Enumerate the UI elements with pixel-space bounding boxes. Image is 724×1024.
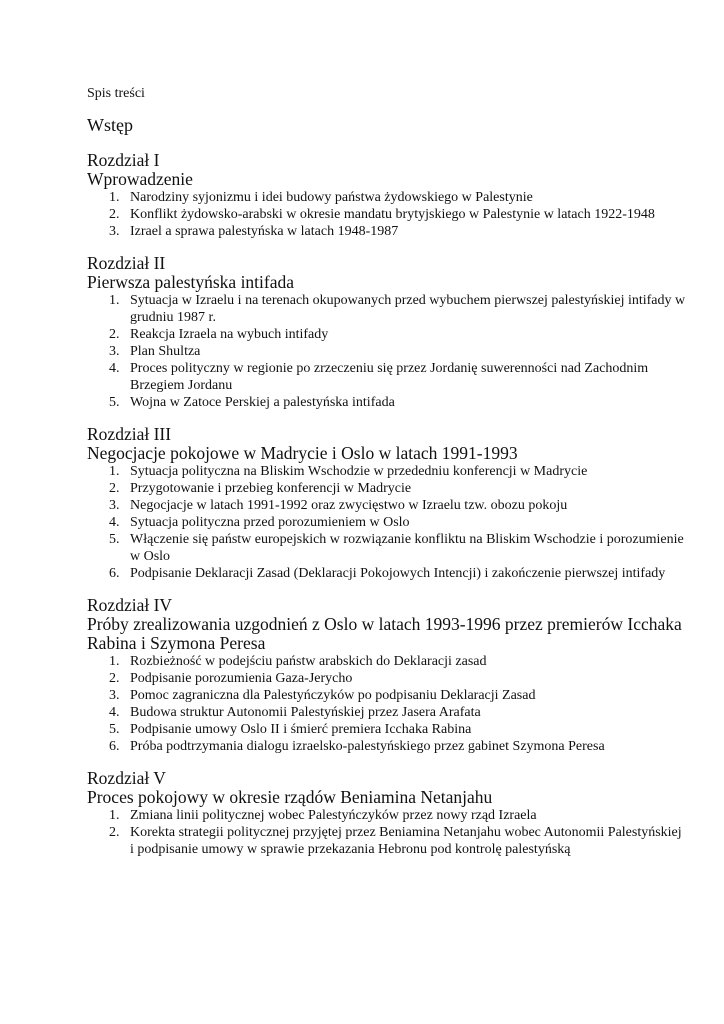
item-text: Podpisanie umowy Oslo II i śmierć premiera Icchaka Rabina (130, 722, 472, 737)
list-item (87, 394, 687, 411)
item-number: 4. (109, 361, 120, 376)
item-text: Korekta strategii politycznej przyjętej przez Beniamina Netanjahu wobec Autonomii Palestyńskiej i podpisanie umowy w sprawie przekazania Hebronu pod kontrolę palestyńską (130, 825, 682, 857)
item-number: 6. (109, 739, 120, 754)
chapter-section (87, 150, 687, 240)
item-text: Reakcja Izraela na wybuch intifady (130, 327, 329, 342)
item-text: Zmiana linii politycznej wobec Palestyńczyków przez nowy rząd Izraela (130, 808, 537, 823)
item-text: Konflikt żydowsko-arabski w okresie mandatu brytyjskiego w Palestynie w latach 1922-1948 (130, 207, 655, 222)
item-number: 4. (109, 705, 120, 720)
chapter-title: Pierwsza palestyńska intifada (87, 272, 295, 292)
chapter-section (87, 253, 687, 411)
chapter-label: Rozdział IV (87, 595, 173, 615)
toc-title: Spis treści (87, 86, 145, 101)
item-text: Sytuacja w Izraelu i na terenach okupowanych przed wybuchem pierwszej palestyńskiej intifady w grudniu 1987 r. (130, 293, 686, 325)
item-text: Proces polityczny w regionie po zrzeczeniu się przez Jordanię suwerenności nad Zachodnim Brzegiem Jordanu (130, 361, 649, 393)
list-item (87, 326, 687, 343)
list-item (87, 480, 687, 497)
intro-heading: Wstęp (87, 115, 133, 135)
item-number: 4. (109, 515, 120, 530)
list-item (87, 531, 687, 565)
chapter-items (87, 463, 687, 582)
chapter-label: Rozdział III (87, 424, 172, 444)
item-number: 2. (109, 207, 120, 222)
list-item (87, 687, 687, 704)
chapter-items (87, 653, 687, 755)
list-item (87, 670, 687, 687)
item-number: 1. (109, 464, 120, 479)
chapter-items (87, 189, 687, 240)
item-text: Włączenie się państw europejskich w rozwiązanie konfliktu na Bliskim Wschodzie i porozumienie w Oslo (130, 532, 684, 564)
chapter-title: Proces pokojowy w okresie rządów Beniamina Netanjahu (87, 787, 493, 807)
chapter-items (87, 807, 687, 858)
item-number: 3. (109, 498, 120, 513)
document-page (87, 86, 687, 871)
item-text: Podpisanie Deklaracji Zasad (Deklaracji Pokojowych Intencji) i zakończenie pierwszej intifady (130, 566, 666, 581)
list-item (87, 807, 687, 824)
list-item (87, 189, 687, 206)
list-item (87, 497, 687, 514)
item-number: 3. (109, 688, 120, 703)
list-item (87, 514, 687, 531)
item-text: Izrael a sprawa palestyńska w latach 1948-1987 (130, 224, 399, 239)
chapter-label: Rozdział I (87, 150, 160, 170)
item-number: 1. (109, 190, 120, 205)
item-text: Przygotowanie i przebieg konferencji w Madrycie (130, 481, 412, 496)
chapter-title: Próby zrealizowania uzgodnień z Oslo w latach 1993-1996 przez premierów Icchaka Rabina i Szymona Peresa (87, 614, 682, 653)
list-item (87, 343, 687, 360)
list-item (87, 704, 687, 721)
item-number: 3. (109, 344, 120, 359)
item-number: 2. (109, 825, 120, 840)
item-number: 5. (109, 532, 120, 547)
item-text: Pomoc zagraniczna dla Palestyńczyków po podpisaniu Deklaracji Zasad (130, 688, 536, 703)
item-text: Budowa struktur Autonomii Palestyńskiej przez Jasera Arafata (130, 705, 481, 720)
item-number: 2. (109, 481, 120, 496)
item-text: Negocjacje w latach 1991-1992 oraz zwycięstwo w Izraelu tzw. obozu pokoju (130, 498, 568, 513)
list-item (87, 206, 687, 223)
item-number: 3. (109, 224, 120, 239)
chapter-label: Rozdział II (87, 253, 166, 273)
chapter-list (87, 150, 687, 858)
item-text: Wojna w Zatoce Perskiej a palestyńska intifada (130, 395, 395, 410)
item-text: Plan Shultza (130, 344, 201, 359)
chapter-label: Rozdział V (87, 768, 166, 788)
chapter-section (87, 768, 687, 858)
item-text: Podpisanie porozumienia Gaza-Jerycho (130, 671, 353, 686)
chapter-title: Wprowadzenie (87, 169, 193, 189)
item-text: Rozbieżność w podejściu państw arabskich do Deklaracji zasad (130, 654, 487, 669)
chapter-title: Negocjacje pokojowe w Madrycie i Oslo w latach 1991-1993 (87, 443, 518, 463)
chapter-items (87, 292, 687, 411)
item-text: Sytuacja polityczna przed porozumieniem w Oslo (130, 515, 410, 530)
list-item (87, 738, 687, 755)
list-item (87, 653, 687, 670)
chapter-section (87, 424, 687, 582)
list-item (87, 463, 687, 480)
list-item (87, 565, 687, 582)
list-item (87, 292, 687, 326)
item-number: 2. (109, 327, 120, 342)
item-text: Próba podtrzymania dialogu izraelsko-palestyńskiego przez gabinet Szymona Peresa (130, 739, 605, 754)
list-item (87, 360, 687, 394)
chapter-section (87, 595, 687, 755)
item-number: 1. (109, 654, 120, 669)
list-item (87, 721, 687, 738)
item-number: 1. (109, 293, 120, 308)
list-item (87, 824, 687, 858)
item-number: 5. (109, 395, 120, 410)
list-item (87, 223, 687, 240)
item-number: 6. (109, 566, 120, 581)
item-text: Sytuacja polityczna na Bliskim Wschodzie w przededniu konferencji w Madrycie (130, 464, 588, 479)
item-number: 2. (109, 671, 120, 686)
item-number: 5. (109, 722, 120, 737)
item-text: Narodziny syjonizmu i idei budowy państwa żydowskiego w Palestynie (130, 190, 533, 205)
item-number: 1. (109, 808, 120, 823)
